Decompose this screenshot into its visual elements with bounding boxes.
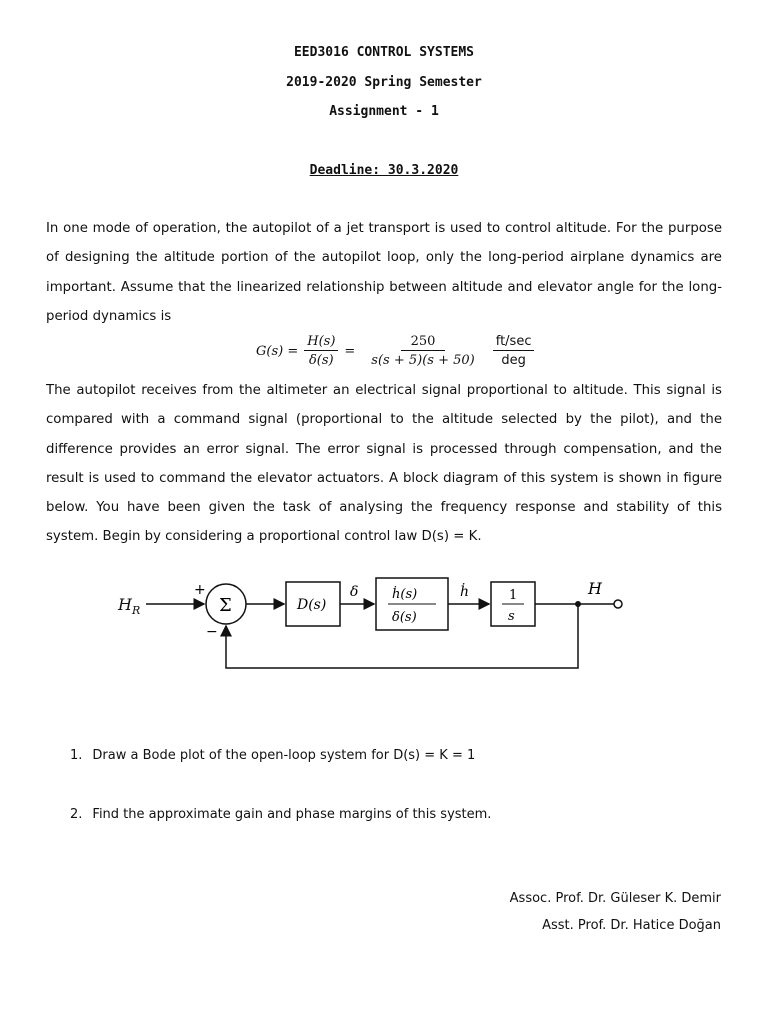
question-2-text: Find the approximate gain and phase margins of this system. <box>92 807 492 822</box>
assignment-label: Assignment - 1 <box>329 104 439 119</box>
hdot-label: ḣ <box>460 584 470 600</box>
body-paragraph: The autopilot receives from the altimeter an electrical signal proportional to altitude. This signal is compared with a command signal (proportional to the altitude selected by the pilot), and the difference provides an error signal. The error signal is processed through compensation, and the result is used to command the elevator actuators. A block diagram of this system is shown in figure below. You have been given the task of analysing the frequency response and stability of this system. Begin by considering a proportional control law D(s) = K. <box>46 383 722 545</box>
course-title: EED3016 CONTROL SYSTEMS <box>293 45 474 60</box>
minus-sign: − <box>206 624 218 640</box>
integrator-denominator: s <box>508 609 515 624</box>
delta-label: δ <box>350 584 359 600</box>
output-terminal <box>614 600 622 608</box>
block-diagram <box>106 560 656 680</box>
sum-symbol: Σ <box>219 595 232 616</box>
question-2 <box>70 807 491 822</box>
equation-frac2-denominator: s(s + 5)(s + 50) <box>371 353 475 368</box>
question-1-text: Draw a Bode plot of the open-loop system for D(s) = K = 1 <box>92 748 476 763</box>
question-1 <box>70 748 475 763</box>
transfer-function-equation <box>256 334 536 368</box>
output-label: H <box>588 579 602 598</box>
plant-numerator: ḣ(s) <box>392 587 418 602</box>
intro-paragraph: In one mode of operation, the autopilot of a jet transport is used to control altitude. For the purpose of designing the altitude portion of the autopilot loop, only the long-period airplane dynamics are important. Assume that the linearized relationship between altitude and elevator angle for the long-period dynamics is <box>46 221 722 324</box>
equation-units-numerator: ft/sec <box>493 334 535 351</box>
equation-lhs: G(s) = <box>256 343 299 359</box>
equation-fraction-2 <box>361 334 484 368</box>
integrator-numerator: 1 <box>509 588 518 603</box>
deadline-line <box>0 163 768 178</box>
equation-frac2-numerator: 250 <box>401 334 446 351</box>
equation-units <box>493 334 535 368</box>
input-label: $H_R$ <box>118 595 141 617</box>
plant-denominator: δ(s) <box>392 610 417 625</box>
equation-frac1-denominator: δ(s) <box>308 353 334 368</box>
equation-frac1-numerator: H(s) <box>304 334 338 351</box>
equation-fraction-1 <box>304 334 338 368</box>
signature-2: Asst. Prof. Dr. Hatice Doğan <box>542 918 721 933</box>
equation-equals: = <box>344 343 356 359</box>
plus-sign: + <box>194 582 206 598</box>
signature-1: Assoc. Prof. Dr. Güleser K. Demir <box>509 891 721 906</box>
controller-label: D(s) <box>297 597 327 613</box>
equation-units-denominator: deg <box>501 353 526 368</box>
deadline-text: Deadline: 30.3.2020 <box>309 163 459 178</box>
question-1-number: 1. <box>70 748 83 763</box>
question-2-number: 2. <box>70 807 83 822</box>
semester-line: 2019-2020 Spring Semester <box>286 75 482 90</box>
